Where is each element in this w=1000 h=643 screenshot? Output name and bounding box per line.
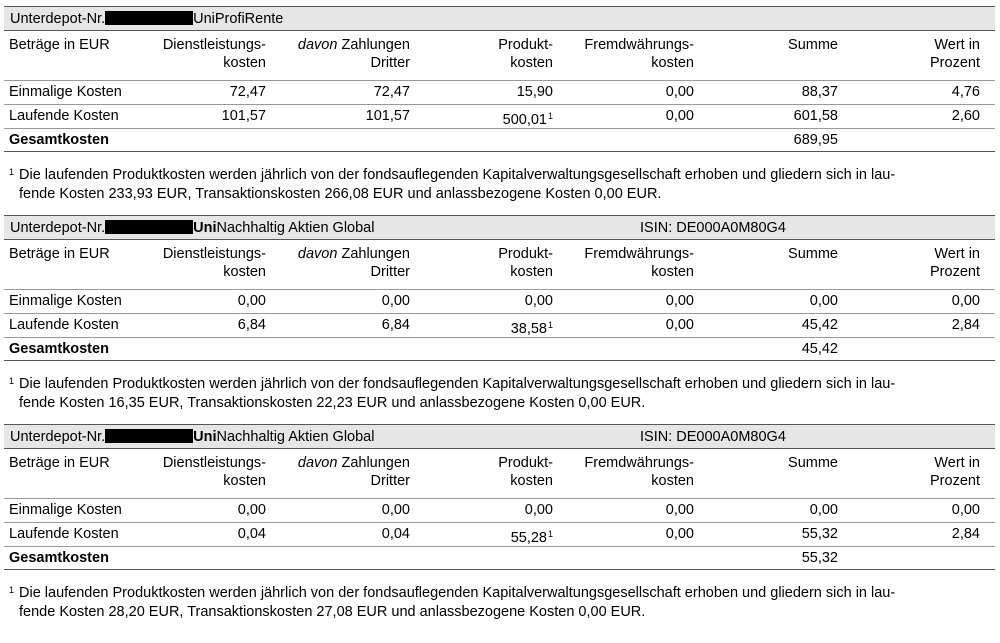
value-cell: [238, 292, 266, 310]
value-cell: [666, 525, 694, 543]
row-einmalige-kosten: [0, 290, 1000, 312]
col-header-wert-prozent-line2: Prozent: [930, 55, 980, 71]
subdepot-header-bar: [4, 424, 995, 449]
isin-label: ISIN: DE000A0M80G4: [640, 220, 786, 236]
value-text: 6,84: [381, 317, 410, 333]
col-header-summe: Summe: [788, 455, 838, 471]
footnote-number: 1: [9, 585, 15, 595]
value-cell: [382, 292, 410, 310]
value-cell: [810, 292, 838, 310]
col-header-davon: davon: [297, 455, 338, 471]
col-header-wert-prozent-line1: Wert in: [934, 455, 980, 471]
value-text: 0,00: [665, 317, 694, 333]
column-header-row: [0, 245, 1000, 285]
value-cell: [952, 292, 980, 310]
footnote-line2: fende Kosten 28,20 EUR, Transaktionskosten 27,08 EUR und anlassbezogene Kosten 0,00 EUR.: [19, 604, 646, 620]
row-label: Einmalige Kosten: [9, 293, 122, 309]
value-cell: [222, 107, 266, 125]
col-header-zahlungen: Zahlungen: [337, 37, 410, 53]
col-header-fremdwaehrung-line2: kosten: [651, 473, 694, 489]
col-header-produktkosten-line1: Produkt-: [498, 37, 553, 53]
footnote-line1: Die laufenden Produktkosten werden jährlich von der fondsauflegenden Kapitalverwaltungsgesellschaft erhoben und gliedern sich in lau-: [19, 585, 896, 601]
value-text: 45,42: [801, 317, 838, 333]
value-cell: [374, 83, 410, 101]
footnote-marker: 1: [547, 529, 553, 539]
redacted-account-number: [105, 220, 193, 234]
col-header-zahlungen-line1: [298, 36, 410, 54]
value-text: 0,00: [381, 293, 410, 309]
footnote-line2: fende Kosten 233,93 EUR, Transaktionskosten 266,08 EUR und anlassbezogene Kosten 0,00 EUR.: [19, 186, 662, 202]
column-header-row: [0, 454, 1000, 494]
col-header-dienstleistung-line2: kosten: [223, 473, 266, 489]
col-header-wert-prozent-line1: Wert in: [934, 37, 980, 53]
col-header-zahlungen: Zahlungen: [337, 455, 410, 471]
col-header-fremdwaehrung-line1: Fremdwährungs-: [584, 37, 694, 53]
value-text: 101,57: [221, 108, 266, 124]
col-header-dienstleistung-line2: kosten: [223, 264, 266, 280]
footnote-number: 1: [9, 376, 15, 386]
value-text: 0,00: [665, 108, 694, 124]
value-text: 0,00: [665, 293, 694, 309]
col-header-fremdwaehrung-line1: Fremdwährungs-: [584, 455, 694, 471]
value-cell: [238, 316, 266, 334]
row-laufende-kosten: [0, 314, 1000, 336]
fund-name-bold: Uni: [193, 220, 217, 236]
col-header-fremdwaehrung: [584, 36, 694, 72]
value-text: 0,00: [951, 293, 980, 309]
col-header-zahlungen: Zahlungen: [337, 246, 410, 262]
value-text: 0,00: [809, 502, 838, 518]
value-text: 6,84: [237, 317, 266, 333]
col-header-wert-prozent-line2: Prozent: [930, 264, 980, 280]
value-cell: [952, 316, 980, 334]
value-text: 0,00: [665, 526, 694, 542]
cost-section: [0, 6, 1000, 211]
value-cell: [517, 83, 553, 101]
col-header-dritter: Dritter: [370, 473, 410, 489]
column-header-row: [0, 36, 1000, 76]
value-text: 0,00: [237, 293, 266, 309]
col-header-dienstleistung: [163, 245, 266, 281]
col-header-dienstleistung-line1: Dienstleistungs-: [162, 37, 266, 53]
subdepot-prefix: Unterdepot-Nr.: [10, 429, 106, 445]
col-header-wert-prozent: [930, 245, 980, 281]
col-header-zahlungen-line1: [298, 245, 410, 263]
value-cell: [952, 501, 980, 519]
value-text: 0,00: [524, 502, 553, 518]
cost-section: [0, 424, 1000, 629]
footnote-marker: 1: [547, 320, 553, 330]
value-text: 0,00: [237, 502, 266, 518]
row-laufende-kosten: [0, 523, 1000, 545]
value-text: 4,76: [951, 84, 980, 100]
col-header-summe: Summe: [788, 37, 838, 53]
footnote: [9, 581, 984, 621]
col-header-produktkosten-line1: Produkt-: [498, 246, 553, 262]
col-header-produktkosten-line2: kosten: [510, 55, 553, 71]
gesamt-label: Gesamtkosten: [9, 550, 109, 566]
col-header-zahlungen-dritter: [298, 245, 410, 281]
value-cell: [230, 83, 266, 101]
value-text: 0,00: [665, 502, 694, 518]
footnote: [9, 163, 984, 203]
value-cell: [666, 292, 694, 310]
value-text: 72,47: [229, 84, 266, 100]
value-text: 101,57: [365, 108, 410, 124]
subdepot-header-bar: [4, 215, 995, 240]
row-label: Laufende Kosten: [9, 108, 119, 124]
value-text: 2,84: [951, 526, 980, 542]
row-einmalige-kosten: [0, 499, 1000, 521]
value-text: 0,00: [524, 293, 553, 309]
row-label: Laufende Kosten: [9, 526, 119, 542]
value-cell: [382, 316, 410, 334]
value-cell: [511, 525, 553, 547]
value-text: 0,04: [381, 526, 410, 542]
value-text: 0,00: [951, 502, 980, 518]
value-cell: [238, 525, 266, 543]
value-cell: [810, 501, 838, 519]
fund-name-bold: Uni: [193, 429, 217, 445]
value-cell: [525, 501, 553, 519]
col-header-produktkosten-line2: kosten: [510, 473, 553, 489]
value-text: 2,84: [951, 317, 980, 333]
subdepot-prefix: Unterdepot-Nr.: [10, 220, 106, 236]
col-header-fremdwaehrung: [584, 245, 694, 281]
value-text: 55,32: [801, 526, 838, 542]
row-label: Einmalige Kosten: [9, 502, 122, 518]
footnote-marker: 1: [547, 111, 553, 121]
col-header-betraege: Beträge in EUR: [9, 246, 110, 262]
subdepot-title: [10, 428, 374, 446]
value-text: 0,00: [381, 502, 410, 518]
value-cell: [952, 83, 980, 101]
value-cell: [666, 501, 694, 519]
col-header-produktkosten-line2: kosten: [510, 264, 553, 280]
row-gesamtkosten: [0, 129, 1000, 151]
value-cell: [382, 525, 410, 543]
value-text: 55,28: [510, 530, 547, 546]
col-header-fremdwaehrung-line2: kosten: [651, 264, 694, 280]
col-header-produktkosten: [498, 36, 553, 72]
gesamt-value: 45,42: [801, 341, 838, 357]
gesamt-label: Gesamtkosten: [9, 341, 109, 357]
value-cell: [952, 107, 980, 125]
value-cell: [511, 316, 553, 338]
col-header-dienstleistung-line1: Dienstleistungs-: [162, 246, 266, 262]
value-text: 2,60: [951, 108, 980, 124]
row-laufende-kosten: [0, 105, 1000, 127]
footnote-line1: Die laufenden Produktkosten werden jährlich von der fondsauflegenden Kapitalverwaltungsgesellschaft erhoben und gliedern sich in lau-: [19, 376, 896, 392]
value-text: 0,04: [237, 526, 266, 542]
value-text: 601,58: [793, 108, 838, 124]
footnote-line1: Die laufenden Produktkosten werden jährlich von der fondsauflegenden Kapitalverwaltungsgesellschaft erhoben und gliedern sich in lau-: [19, 167, 896, 183]
redacted-account-number: [105, 11, 193, 25]
col-header-dritter: Dritter: [370, 55, 410, 71]
subdepot-header-bar: [4, 6, 995, 31]
footnote: [9, 372, 984, 412]
row-label: Einmalige Kosten: [9, 84, 122, 100]
value-cell: [503, 107, 553, 129]
subdepot-prefix: Unterdepot-Nr.: [10, 11, 106, 27]
col-header-wert-prozent-line2: Prozent: [930, 473, 980, 489]
table-bottom-line: [4, 360, 995, 361]
col-header-dienstleistung-line1: Dienstleistungs-: [162, 455, 266, 471]
footnote-line2: fende Kosten 16,35 EUR, Transaktionskosten 22,23 EUR und anlassbezogene Kosten 0,00 EUR.: [19, 395, 646, 411]
col-header-produktkosten-line1: Produkt-: [498, 455, 553, 471]
cost-section: [0, 215, 1000, 420]
value-cell: [802, 83, 838, 101]
value-text: 500,01: [502, 112, 547, 128]
value-cell: [952, 525, 980, 543]
col-header-dienstleistung: [163, 36, 266, 72]
value-cell: [666, 316, 694, 334]
subdepot-title: [10, 219, 374, 237]
value-cell: [366, 107, 410, 125]
isin-label: ISIN: DE000A0M80G4: [640, 429, 786, 445]
value-cell: [802, 316, 838, 334]
value-text: 0,00: [809, 293, 838, 309]
value-cell: [238, 501, 266, 519]
col-header-davon: davon: [297, 246, 338, 262]
value-cell: [666, 107, 694, 125]
col-header-wert-prozent: [930, 454, 980, 490]
redacted-account-number: [105, 429, 193, 443]
value-text: 0,00: [665, 84, 694, 100]
value-text: 72,47: [373, 84, 410, 100]
value-cell: [382, 501, 410, 519]
row-gesamtkosten: [0, 338, 1000, 360]
col-header-dienstleistung-line2: kosten: [223, 55, 266, 71]
col-header-zahlungen-dritter: [298, 36, 410, 72]
col-header-dritter: Dritter: [370, 264, 410, 280]
table-bottom-line: [4, 569, 995, 570]
col-header-betraege: Beträge in EUR: [9, 37, 110, 53]
value-text: 38,58: [510, 321, 547, 337]
value-cell: [794, 107, 838, 125]
footnote-number: 1: [9, 167, 15, 177]
value-text: 15,90: [516, 84, 553, 100]
col-header-fremdwaehrung-line1: Fremdwährungs-: [584, 246, 694, 262]
value-text: 88,37: [801, 84, 838, 100]
col-header-produktkosten: [498, 245, 553, 281]
col-header-summe: Summe: [788, 246, 838, 262]
fund-name: UniProfiRente: [193, 11, 284, 27]
col-header-dienstleistung: [163, 454, 266, 490]
table-bottom-line: [4, 151, 995, 152]
value-cell: [525, 292, 553, 310]
fund-name: Nachhaltig Aktien Global: [216, 220, 375, 236]
row-gesamtkosten: [0, 547, 1000, 569]
col-header-produktkosten: [498, 454, 553, 490]
subdepot-title: [10, 10, 283, 28]
col-header-fremdwaehrung-line2: kosten: [651, 55, 694, 71]
col-header-fremdwaehrung: [584, 454, 694, 490]
col-header-davon: davon: [297, 37, 338, 53]
col-header-betraege: Beträge in EUR: [9, 455, 110, 471]
value-cell: [802, 525, 838, 543]
col-header-wert-prozent: [930, 36, 980, 72]
gesamt-value: 55,32: [801, 550, 838, 566]
fund-name: Nachhaltig Aktien Global: [216, 429, 375, 445]
row-einmalige-kosten: [0, 81, 1000, 103]
gesamt-label: Gesamtkosten: [9, 132, 109, 148]
col-header-zahlungen-dritter: [298, 454, 410, 490]
col-header-zahlungen-line1: [298, 454, 410, 472]
gesamt-value: 689,95: [793, 132, 838, 148]
col-header-wert-prozent-line1: Wert in: [934, 246, 980, 262]
row-label: Laufende Kosten: [9, 317, 119, 333]
value-cell: [666, 83, 694, 101]
